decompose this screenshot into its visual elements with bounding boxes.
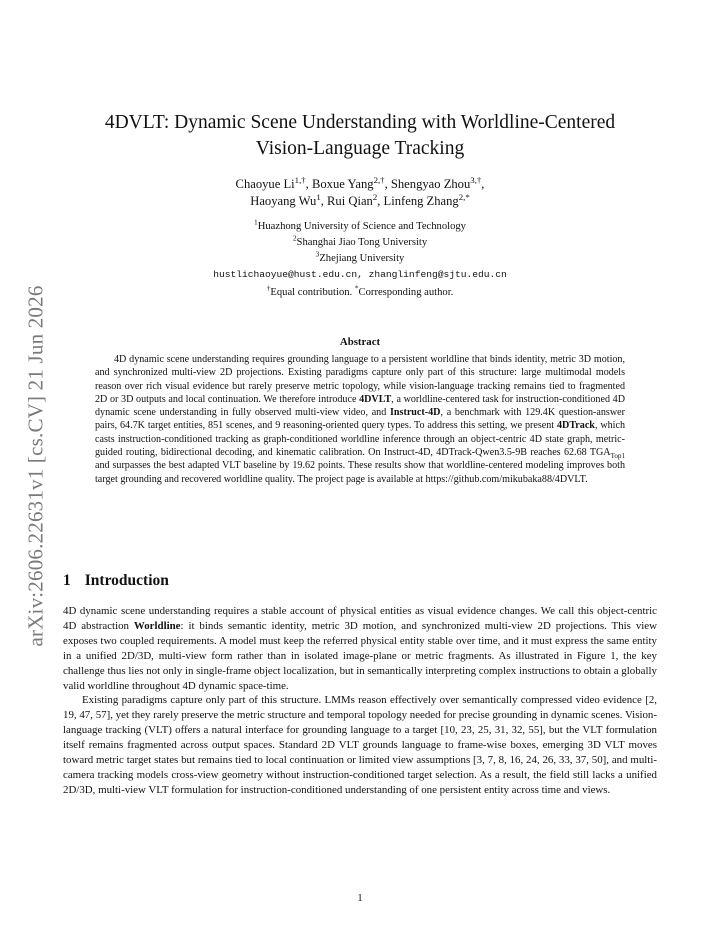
- contribution-note: †Equal contribution. *Corresponding author.: [266, 283, 454, 298]
- author-affiliation-mark: 1,†: [294, 174, 306, 185]
- author: Rui Qian: [327, 194, 373, 208]
- author-affiliation-mark: 2,*: [458, 191, 470, 202]
- arxiv-identifier: arXiv:2606.22631v1 [cs.CV] 21 Jun 2026: [23, 285, 48, 647]
- section-title: Introduction: [84, 572, 169, 589]
- author: Boxue Yang: [311, 177, 374, 191]
- author: Linfeng Zhang: [383, 194, 459, 208]
- arxiv-sidebar: [16, 262, 56, 670]
- abstract-heading: Abstract: [339, 336, 381, 348]
- title-line-2: Vision-Language Tracking: [255, 138, 465, 159]
- section-heading: [63, 572, 169, 590]
- author-affiliation-mark: 3,†: [470, 174, 482, 185]
- section-number: 1: [63, 572, 71, 589]
- abstract-text: 4D dynamic scene understanding requires grounding language to a persistent worldline that binds identity, metric 3D motion, and synchronized multi-view 2D projections. Existing paradigms capture only part of this structure: large multimodal models reason over rich visual evidence but rarely preserve metric topology, while vision-language tracking remains tied to fragmented 2D or 3D outputs and local continuation. We therefore introduce 4DVLT, a worldline-centered task for instruction-conditioned 4D dynamic scene understanding in fully observed multi-view video, and Instruct-4D, a benchmark with 129.4K question-answer pairs, 64.7K target entities, 851 scenes, and 9 reasoning-oriented query types. To address this setting, we present 4DTrack, which casts instruction-conditioned tracking as graph-conditioned worldline inference through an object-centric 4D state graph, metric-guided routing, bidirectional decoding, and kinematic calibration. On Instruct-4D, 4DTrack-Qwen3.5-9B reaches 62.68 $TGA_{Top1}$ and surpasses the best adapted VLT baseline by 19.62 points. These results show that worldline-centered modeling improves both target grounding and recovered worldline quality. The project page is available at https://github.com/mikubaka88/4DVLT.: [95, 354, 625, 485]
- introduction-body: [63, 604, 657, 798]
- page-number: 1: [357, 893, 363, 904]
- paragraph: Existing paradigms capture only part of this structure. LMMs reason effectively over semantically compressed video evidence [2, 19, 47, 57], yet they rarely preserve the metric structure and temporal topology needed for precise grounding in dynamic scenes. Vision-language tracking (VLT) offers a natural interface for grounding language to a target [10, 23, 25, 31, 32, 55], but the VLT formulation itself remains fragmented across output spaces. Standard 2D VLT grounds language to frame-wise boxes, emerging 3D VLT moves toward metric target states but remains tied to local continuation or limited view assumptions [3, 7, 8, 16, 24, 26, 33, 37, 50], and multi-camera tracking models cross-view geometry without instruction-conditioned target selection. As a result, the field still lacks a unified 2D/3D, multi-view VLT formulation for instruction-conditioned understanding of one persistent entity across time and views.: [63, 694, 657, 796]
- author-affiliation-mark: 2,†: [373, 174, 385, 185]
- affiliations: [100, 219, 620, 301]
- author: Chaoyue Li: [235, 177, 295, 191]
- author-affiliation-mark: 2: [372, 191, 378, 202]
- author-list: Chaoyue $Li^{1,\dagger}$, Boxue Yang$^{2,\dagger}$, Shengyao Zhou$^{3,\dagger}$, Haoyang Wu$^1$, Rui Qian$^2$, Linfeng Zhang$^{2,*}$: [235, 174, 485, 208]
- affiliation: $^3$Zhejiang University: [315, 249, 405, 264]
- author: Shengyao Zhou: [390, 177, 471, 191]
- contact-emails: hustlichaoyue@hust.edu.cn, zhanglinfeng@sjtu.edu.cn: [213, 269, 507, 280]
- title-line-1: 4DVLT: Dynamic Scene Understanding with Worldline-Centered: [104, 112, 616, 133]
- paragraph: 4D dynamic scene understanding requires a stable account of physical entities as visual evidence changes. We call this object-centric 4D abstraction Worldline: it binds semantic identity, metric 3D motion, and synchronized multi-view 2D projections. This view exposes two coupled requirements. A model must keep the referred physical entity stable over time, and it must express the same entity in a unified 2D/3D, multi-view form rather than in isolated image-plane or metric fragments. As illustrated in Figure 1, the key challenge thus lies not only in single-frame object localization, but in semantically interpreting complex instructions to obtain a globally valid worldline throughout 4D dynamic space-time.: [63, 605, 657, 692]
- affiliation: $^1$Huazhong University of Science and Technology: [254, 217, 466, 232]
- author: Haoyang Wu: [250, 194, 317, 208]
- paper-title: [80, 110, 640, 162]
- affiliation: $^2$Shanghai Jiao Tong University: [292, 233, 428, 248]
- author-affiliation-mark: 1: [316, 191, 321, 202]
